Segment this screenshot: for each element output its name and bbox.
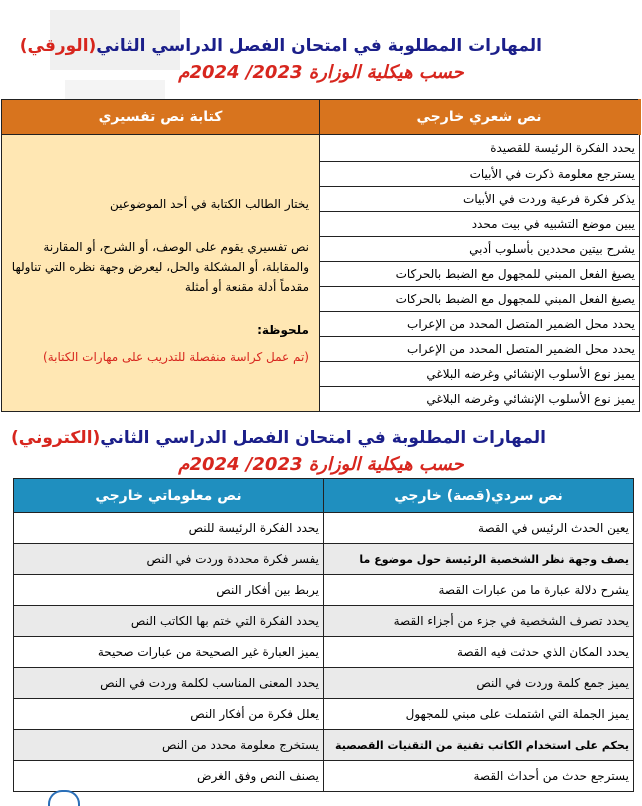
poetry-skill-cell: يميز نوع الأسلوب الإنشائي وغرضه البلاغي [320,387,640,412]
note-text: (تم عمل كراسة منفصلة للتدريب على مهارات الكتابة) [43,350,309,364]
table-row [14,761,634,792]
table-row [14,637,634,668]
section2-title-tag: (الكتروني) [10,428,101,448]
table-row [14,606,634,637]
section1-subtitle: حسب هيكلية الوزارة 2023/ 2024م [178,62,464,83]
poetry-skill-cell: يحدد محل الضمير المتصل المحدد من الإعراب [320,312,640,337]
narrative-skill-cell: يصف وجهة نظر الشخصية الرئيسة حول موضوع ما [324,544,634,575]
informational-skill-cell: يحدد الفكرة التي ختم بها الكاتب النص [14,606,324,637]
poetry-skill-cell: يبين موضع التشبيه في بيت محدد [320,212,640,237]
informational-skill-cell: يصنف النص وفق الغرض [14,761,324,792]
header-narrative-text: نص سردي(قصة) خارجي [324,479,634,513]
table-row [14,668,634,699]
section2-title: المهارات المطلوبة في امتحان الفصل الدراسي الثاني(الكتروني) [10,428,546,448]
narrative-skill-cell: يشرح دلالة عبارة ما من عبارات القصة [324,575,634,606]
paper-exam-table [1,99,641,412]
electronic-exam-table [13,478,634,792]
table-row [14,544,634,575]
narrative-skill-cell: يعين الحدث الرئيس في القصة [324,513,634,544]
narrative-skill-cell: يميز جمع كلمة وردت في النص [324,668,634,699]
narrative-skill-cell: يحدد تصرف الشخصية في جزء من أجزاء القصة [324,606,634,637]
table-row [14,575,634,606]
section1-title-tag: (الورقي) [19,36,97,56]
poetry-skill-cell: يشرح بيتين محددين بأسلوب أدبي [320,237,640,262]
section1-title: المهارات المطلوبة في امتحان الفصل الدراسي الثاني(الورقي) [19,36,542,56]
poetry-skill-cell: يحدد محل الضمير المتصل المحدد من الإعراب [320,337,640,362]
informational-skill-cell: يفسر فكرة محددة وردت في النص [14,544,324,575]
table-row [14,699,634,730]
poetry-skill-cell: يصيغ الفعل المبني للمجهول مع الضبط بالحركات [320,287,640,312]
table-row [14,513,634,544]
header-informational-text: نص معلوماتي خارجي [14,479,324,513]
header-poetry-text: نص شعري خارجي [320,100,640,135]
narrative-skill-cell: يحكم على استخدام الكاتب تقنية من التقنيات القصصية [324,730,634,761]
informational-skill-cell: يحدد الفكرة الرئيسة للنص [14,513,324,544]
informational-skill-cell: يحدد المعنى المناسب لكلمة وردت في النص [14,668,324,699]
informational-skill-cell: يربط بين أفكار النص [14,575,324,606]
corner-logo-icon [48,790,80,806]
informational-skill-cell: يميز العبارة غير الصحيحة من عبارات صحيحة [14,637,324,668]
writing-choice-text: يختار الطالب الكتابة في أحد الموضوعين [109,197,309,211]
header-explanatory-writing: كتابة نص تفسيري [2,100,320,135]
poetry-skill-cell: يحدد الفكرة الرئيسة للقصيدة [320,135,640,162]
poetry-skill-cell: يصيغ الفعل المبني للمجهول مع الضبط بالحركات [320,262,640,287]
section2-subtitle: حسب هيكلية الوزارة 2023/ 2024م [178,454,464,475]
narrative-skill-cell: يميز الجملة التي اشتملت على مبني للمجهول [324,699,634,730]
writing-description-text: نص تفسيري يقوم على الوصف، أو الشرح، أو المقارنة والمقابلة، أو المشكلة والحل، ليعرض وجهة نظره التي تناولها مقدماً أدلة مقنعة أو أمثلة [11,240,309,294]
poetry-skill-cell: يسترجع معلومة ذكرت في الأبيات [320,162,640,187]
table-row [2,135,640,162]
narrative-skill-cell: يسترجع حدث من أحداث القصة [324,761,634,792]
writing-instructions-cell [2,135,320,412]
table-row [14,730,634,761]
note-label: ملحوظة: [257,323,309,337]
informational-skill-cell: يعلل فكرة من أفكار النص [14,699,324,730]
poetry-skill-cell: يذكر فكرة فرعية وردت في الأبيات [320,187,640,212]
informational-skill-cell: يستخرج معلومة محدد من النص [14,730,324,761]
poetry-skill-cell: يميز نوع الأسلوب الإنشائي وغرضه البلاغي [320,362,640,387]
narrative-skill-cell: يحدد المكان الذي حدثت فيه القصة [324,637,634,668]
